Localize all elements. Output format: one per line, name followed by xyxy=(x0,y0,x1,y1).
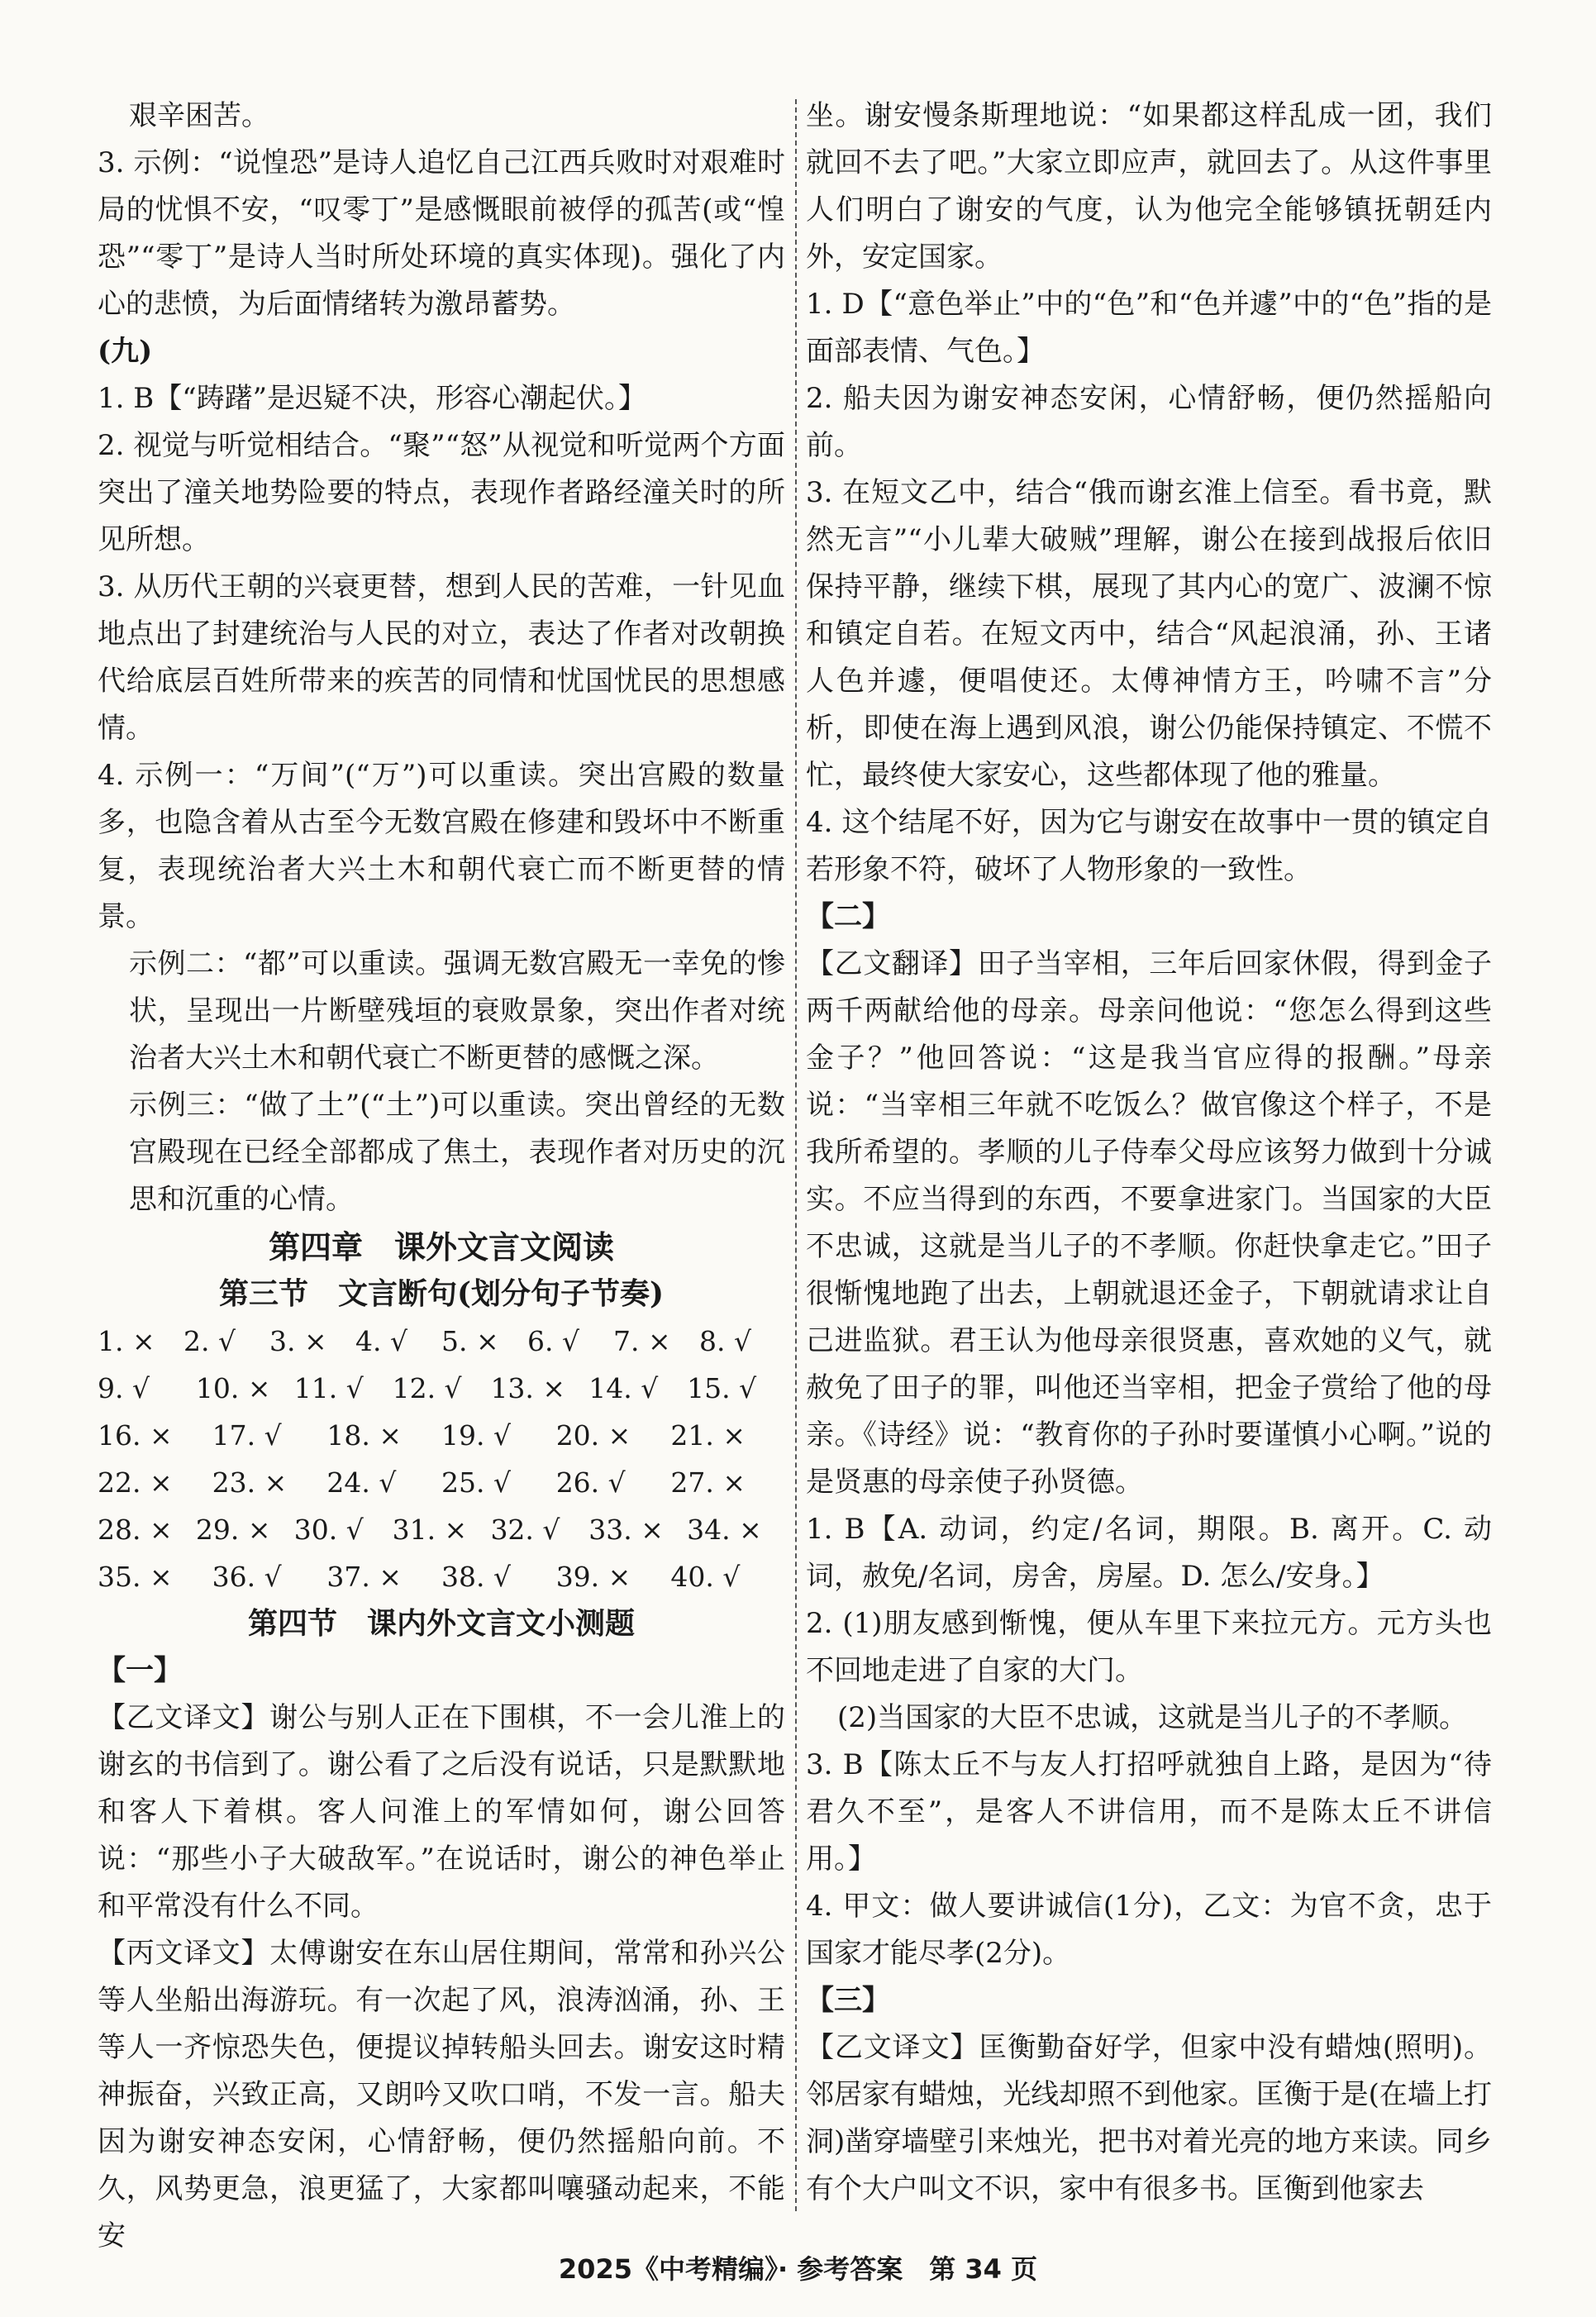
page-footer: 2025《中考精编》· 参考答案 第 34 页 xyxy=(558,2253,1038,2285)
paragraph: 4. 甲文：做人要讲诚信(1分)，乙文：为官不贪，忠于国家才能尽孝(2分)。 xyxy=(806,1890,1492,1970)
answer-item: 40. √ xyxy=(670,1561,741,1593)
answer-item: 3. × xyxy=(269,1325,327,1357)
section-heading: 【三】 xyxy=(806,1984,890,2017)
paragraph: 1. B【A. 动词，约定/名词，期限。B. 离开。C. 动词，赦免/名词，房舍，房屋。D. 怎么/安身。】 xyxy=(806,1513,1492,1593)
answer-item: 5. × xyxy=(441,1325,499,1357)
paragraph: 4. 示例一：“万间”(“万”)可以重读。突出宫殿的数量多，也隐含着从古至今无数宫殿在修建和毁坏中不断重复，表现统治者大兴土木和朝代衰亡而不断更替的情景。 xyxy=(98,759,785,933)
answer-item: 15. √ xyxy=(687,1372,757,1404)
answer-item: 19. √ xyxy=(441,1419,512,1452)
paragraph: 【乙文译文】匡衡勤奋好学，但家中没有蜡烛(照明)。邻居家有蜡烛，光线却照不到他家。匡衡于是(在墙上打洞)凿穿墙壁引来烛光，把书对着光亮的地方来读。同乡有个大户叫文不识，家中有很多书。匡衡到他家去 xyxy=(806,2031,1492,2205)
answer-item: 38. √ xyxy=(441,1561,512,1593)
answer-row xyxy=(98,1506,785,1553)
answer-item: 26. √ xyxy=(555,1466,626,1499)
answer-item: 18. × xyxy=(326,1419,402,1452)
paragraph: 示例二：“都”可以重读。强调无数宫殿无一幸免的惨状，呈现出一片断壁残垣的衰败景象，突出作者对统治者大兴土木和朝代衰亡不断更替的感慨之深。 xyxy=(129,947,785,1075)
answer-item: 25. √ xyxy=(441,1466,512,1499)
column-divider xyxy=(795,99,797,2211)
answer-item: 9. √ xyxy=(98,1372,150,1404)
paragraph: 3. B【陈太丘不与友人打招呼就独自上路，是因为“待君久不至”，是客人不讲信用，而不是陈太丘不讲信用。】 xyxy=(806,1748,1492,1876)
answer-item: 37. × xyxy=(326,1561,402,1593)
answer-item: 35. × xyxy=(98,1561,173,1593)
paragraph: 示例三：“做了土”(“土”)可以重读。突出曾经的无数宫殿现在已经全部都成了焦土，表现作者对历史的沉思和沉重的心情。 xyxy=(129,1089,785,1216)
answer-item: 10. × xyxy=(195,1372,271,1404)
answer-item: 1. × xyxy=(98,1325,155,1357)
answer-row xyxy=(98,1459,785,1506)
paragraph: 【乙文译文】谢公与别人正在下围棋，不一会儿淮上的谢玄的书信到了。谢公看了之后没有说话，只是默默地和客人下着棋。客人问淮上的军情如何，谢公回答说：“那些小子大破敌军。”在说话时，谢公的神色举止和平常没有什么不同。 xyxy=(98,1701,785,1923)
paragraph: 3. 在短文乙中，结合“俄而谢玄淮上信至。看书竟，默然无言”“小儿辈大破贼”理解，谢公在接到战报后依旧保持平静，继续下棋，展现了其内心的宽广、波澜不惊和镇定自若。在短文丙中，结合“风起浪涌，孙、王诸人色并遽，便唱使还。太傅神情方王，吟啸不言”分析，即使在海上遇到风浪，谢公仍能保持镇定、不慌不忙，最终使大家安心，这些都体现了他的雅量。 xyxy=(806,476,1492,792)
answer-grid xyxy=(98,1318,785,1600)
answer-item: 29. × xyxy=(195,1514,271,1546)
chapter-title: 第四章 课外文言文阅读 xyxy=(268,1228,614,1266)
answer-item: 12. √ xyxy=(392,1372,462,1404)
section-title: 第三节 文言断句(划分句子节奏) xyxy=(218,1276,665,1311)
paragraph: 4. 这个结尾不好，因为它与谢安在故事中一贯的镇定自若形象不符，破坏了人物形象的一致性。 xyxy=(806,806,1492,886)
answer-item: 28. × xyxy=(98,1514,173,1546)
answer-item: 20. × xyxy=(555,1419,631,1452)
paragraph: (2)当国家的大臣不忠诚，这就是当儿子的不孝顺。 xyxy=(837,1701,1468,1734)
answer-item: 32. √ xyxy=(490,1514,560,1546)
left-column xyxy=(98,93,785,2260)
answer-row xyxy=(98,1553,785,1600)
answer-item: 24. √ xyxy=(326,1466,397,1499)
answer-item: 8. √ xyxy=(699,1325,752,1357)
answer-item: 14. √ xyxy=(588,1372,659,1404)
paragraph: 艰辛困苦。 xyxy=(129,99,269,132)
answer-row xyxy=(98,1365,785,1412)
answer-item: 23. × xyxy=(212,1466,288,1499)
paragraph: 2. 视觉与听觉相结合。“聚”“怒”从视觉和听觉两个方面突出了潼关地势险要的特点，表现作者路经潼关时的所见所想。 xyxy=(98,429,785,556)
answer-row xyxy=(98,1318,785,1365)
answer-row xyxy=(98,1412,785,1459)
answer-item: 22. × xyxy=(98,1466,173,1499)
paragraph: 3. 从历代王朝的兴衰更替，想到人民的苦难，一针见血地点出了封建统治与人民的对立，表达了作者对改朝换代给底层百姓所带来的疾苦的同情和忧国忧民的思想感情。 xyxy=(98,570,785,745)
answer-item: 27. × xyxy=(670,1466,746,1499)
answer-item: 33. × xyxy=(588,1514,664,1546)
answer-item: 13. × xyxy=(490,1372,566,1404)
section-heading: (九) xyxy=(98,335,153,368)
answer-item: 4. √ xyxy=(355,1325,408,1357)
paragraph: 坐。谢安慢条斯理地说：“如果都这样乱成一团，我们就回不去了吧。”大家立即应声，就回去了。从这件事里人们明白了谢安的气度，认为他完全能够镇抚朝廷内外，安定国家。 xyxy=(806,99,1492,274)
right-column xyxy=(806,93,1492,2213)
paragraph: 【丙文译文】太傅谢安在东山居住期间，常常和孙兴公等人坐船出海游玩。有一次起了风，浪涛汹涌，孙、王等人一齐惊恐失色，便提议掉转船头回去。谢安这时精神振奋，兴致正高，又朗吟又吹口哨，不发一言。船夫因为谢安神态安闲，心情舒畅，便仍然摇船向前。不久，风势更急，浪更猛了，大家都叫嚷骚动起来，不能安 xyxy=(98,1937,785,2253)
answer-item: 39. × xyxy=(555,1561,631,1593)
section-heading: 【二】 xyxy=(806,900,890,933)
answer-item: 16. × xyxy=(98,1419,173,1452)
paragraph: 【乙文翻译】田子当宰相，三年后回家休假，得到金子两千两献给他的母亲。母亲问他说：“您怎么得到这些金子？”他回答说：“这是我当官应得的报酬。”母亲说：“当宰相三年就不吃饭么？做官像这个样子，不是我所希望的。孝顺的儿子侍奉父母应该努力做到十分诚实。不应当得到的东西，不要拿进家门。当国家的大臣不忠诚，这就是当儿子的不孝顺。你赶快拿走它。”田子很惭愧地跑了出去，上朝就退还金子，下朝就请求让自己进监狱。君王认为他母亲很贤惠，喜欢她的义气，就赦免了田子的罪，叫他还当宰相，把金子赏给了他的母亲。《诗经》说：“教育你的子孙时要谨慎小心啊。”说的是贤惠的母亲使子孙贤德。 xyxy=(806,947,1492,1499)
answer-item: 34. × xyxy=(687,1514,762,1546)
answer-item: 36. √ xyxy=(212,1561,282,1593)
answer-item: 6. √ xyxy=(527,1325,580,1357)
answer-item: 21. × xyxy=(670,1419,746,1452)
answer-item: 2. √ xyxy=(183,1325,236,1357)
answer-item: 31. × xyxy=(392,1514,468,1546)
paragraph: 2. 船夫因为谢安神态安闲，心情舒畅，便仍然摇船向前。 xyxy=(806,382,1492,462)
answer-item: 11. √ xyxy=(293,1372,364,1404)
paragraph: 1. B【“踌躇”是迟疑不决，形容心潮起伏。】 xyxy=(98,382,646,415)
paragraph: 2. (1)朋友感到惭愧，便从车里下来拉元方。元方头也不回地走进了自家的大门。 xyxy=(806,1607,1492,1687)
answer-item: 30. √ xyxy=(293,1514,364,1546)
paragraph: 1. D【“意色举止”中的“色”和“色并遽”中的“色”指的是面部表情、气色。】 xyxy=(806,288,1492,368)
answer-item: 7. × xyxy=(613,1325,671,1357)
section-title: 第四节 课内外文言文小测题 xyxy=(247,1606,635,1641)
section-heading: 【一】 xyxy=(98,1654,182,1687)
paragraph: 3. 示例：“说惶恐”是诗人追忆自己江西兵败时对艰难时局的忧惧不安，“叹零丁”是感慨眼前被俘的孤苦(或“惶恐”“零丁”是诗人当时所处环境的真实体现)。强化了内心的悲愤，为后面情绪转为激昂蓄势。 xyxy=(98,146,785,321)
answer-item: 17. √ xyxy=(212,1419,282,1452)
